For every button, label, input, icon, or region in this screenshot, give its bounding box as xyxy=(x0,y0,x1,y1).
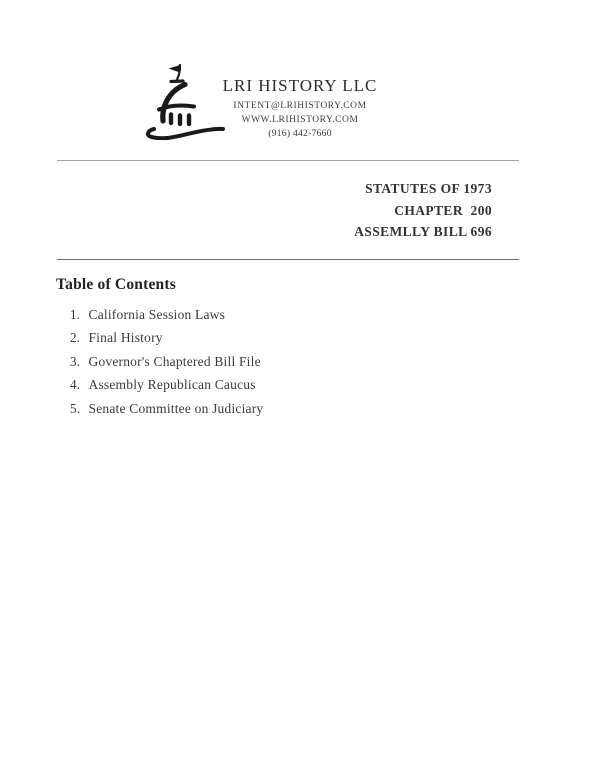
toc-item-number: 3. xyxy=(69,353,80,369)
toc-item-label: California Session Laws xyxy=(88,307,226,322)
phone-text: (916) 442-7660 xyxy=(268,129,332,139)
website-text: WWW.LRIHISTORY.COM xyxy=(241,115,359,125)
email-text: INTENT@LRIHISTORY.COM xyxy=(233,101,367,111)
toc-item xyxy=(57,376,263,393)
toc-item xyxy=(57,400,263,417)
assembly-bill-line: ASSEMLLY BILL 696 xyxy=(354,224,492,239)
chapter-line: CHAPTER 200 xyxy=(394,202,492,218)
toc-item-label: Final History xyxy=(88,330,163,346)
divider-bottom xyxy=(57,259,519,260)
toc-item-number: 4. xyxy=(69,377,80,393)
toc-item-label: Assembly Republican Caucus xyxy=(88,377,256,393)
toc-item-number: 1. xyxy=(69,307,80,322)
capitol-dome-logo-icon xyxy=(143,62,227,140)
toc-item xyxy=(57,306,263,323)
divider-top xyxy=(57,160,519,162)
statutes-line: STATUTES OF 1973 xyxy=(365,181,492,196)
bill-reference-block xyxy=(354,178,492,243)
company-name: LRI HISTORY LLC xyxy=(222,76,378,95)
toc-item-label: Governor's Chaptered Bill File xyxy=(88,353,261,369)
toc-item-label: Senate Committee on Judiciary xyxy=(88,400,264,416)
letterhead-text xyxy=(222,76,378,141)
toc-item xyxy=(57,329,263,346)
toc-heading: Table of Contents xyxy=(56,276,176,293)
toc-list xyxy=(57,306,263,423)
toc-item-number: 2. xyxy=(69,330,80,346)
toc-item xyxy=(57,353,263,370)
toc-item-number: 5. xyxy=(69,400,80,416)
